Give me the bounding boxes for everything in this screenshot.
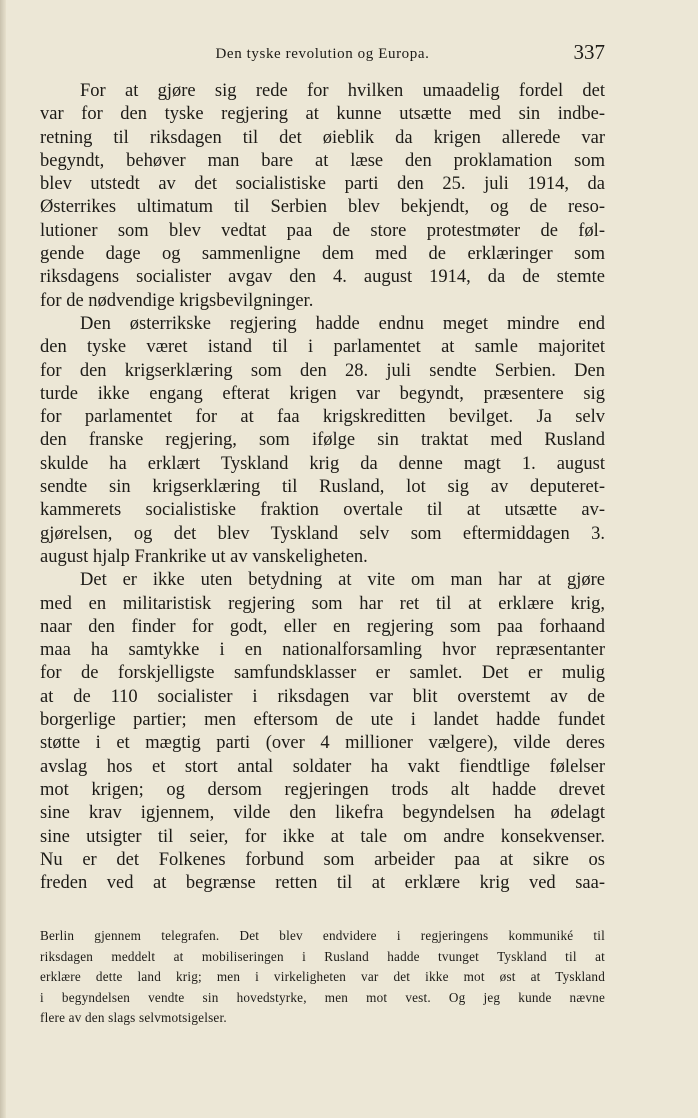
paragraph-line: med en militaristisk regjering som har ret til at erklære krig, <box>40 593 605 614</box>
paragraph-line: lutioner som blev vedtat paa de store protestmøter de føl- <box>40 220 605 241</box>
page-edge <box>0 0 6 1118</box>
paragraph-line: gjørelsen, og det blev Tyskland selv som eftermiddagen 3. <box>40 523 605 544</box>
paragraph-line: for den krigserklæring som den 28. juli sendte Serbien. Den <box>40 360 605 381</box>
paragraph-line: mot krigen; og dersom regjeringen trods alt hadde drevet <box>40 779 605 800</box>
paragraph-line: for de forskjelligste samfundsklasser er samlet. Det er mulig <box>40 663 605 684</box>
paragraph-line: august hjalp Frankrike ut av vanskeligheten. <box>40 546 368 567</box>
footnote-line: riksdagen meddelt at mobiliseringen i Rusland hadde tvunget Tyskland til at <box>40 948 605 964</box>
paragraph-line: skulde ha erklært Tyskland krig da denne magt 1. august <box>40 453 605 474</box>
paragraph-line: For at gjøre sig rede for hvilken umaadelig fordel det <box>80 81 605 101</box>
paragraph-line: Den østerrikske regjering hadde endnu meget mindre end <box>80 313 605 334</box>
paragraph-line: avslag hos et stort antal soldater ha vakt fiendtlige følelser <box>40 756 605 777</box>
paragraph-line: naar den finder for godt, eller en regjering som paa forhaand <box>40 616 605 637</box>
paragraph-line: sendte sin krigserklæring til Rusland, lot sig av deputeret- <box>40 477 605 498</box>
paragraph-line: var for den tyske regjering at kunne utsætte med sin indbe- <box>40 104 605 125</box>
paragraph-line: støtte i et mægtig parti (over 4 millioner vælgere), vilde deres <box>40 733 605 754</box>
footnote <box>40 926 605 1029</box>
paragraph-line: Nu er det Folkenes forbund som arbeider paa at sikre os <box>40 849 605 870</box>
paragraph-line: sine krav igjennem, vilde den likefra begyndelsen ha ødelagt <box>40 803 605 824</box>
paragraph-line: Det er ikke uten betydning at vite om man har at gjøre <box>80 570 605 591</box>
paragraph-line: maa ha samtykke i en nationalforsamling hvor repræsentanter <box>40 640 605 661</box>
running-title: Den tyske revolution og Europa. <box>215 46 430 62</box>
paragraph-line: den franske regjering, som ifølge sin traktat med Rusland <box>40 430 605 451</box>
body-text <box>40 80 605 895</box>
paragraph-line: Østerrikes ultimatum til Serbien blev bekjendt, og de reso- <box>40 197 605 218</box>
paragraph-line: turde ikke engang efterat krigen var begyndt, præsentere sig <box>40 383 605 404</box>
footnote-line: flere av den slags selvmotsigelser. <box>40 1010 227 1026</box>
paragraph-line: sine utsigter til seier, for ikke at tale om andre konsekvenser. <box>40 826 605 847</box>
paragraph-line: gende dage og sammenligne dem med de erklæringer som <box>40 244 605 265</box>
page-number: 337 <box>573 40 605 64</box>
footnote-line: Berlin gjennem telegrafen. Det blev endvidere i regjeringens kommuniké til <box>40 928 605 943</box>
paragraph-line: borgerlige partier; men eftersom de ute i landet hadde fundet <box>40 710 605 731</box>
paragraph-line: riksdagens socialister avgav den 4. august 1914, da de stemte <box>40 267 605 288</box>
paragraph-line: den tyske været istand til i parlamentet at samle majoritet <box>40 337 605 358</box>
footnote-line: erklære dette land krig; men i virkeligheten var det ikke mot øst at Tyskland <box>40 969 605 985</box>
paragraph-line: for de nødvendige krigsbevilgninger. <box>40 290 314 311</box>
paragraph-line: at de 110 socialister i riksdagen var blit overstemt av de <box>40 686 605 707</box>
paragraph-line: kammerets socialistiske fraktion overtale til at utsætte av- <box>40 500 605 521</box>
page-header <box>40 40 605 70</box>
paragraph-line: begyndt, behøver man bare at læse den proklamation som <box>40 150 605 171</box>
paragraph-line: blev utstedt av det socialistiske parti den 25. juli 1914, da <box>40 174 605 195</box>
paragraph-line: for parlamentet for at faa krigskreditten bevilget. Ja selv <box>40 407 605 428</box>
paragraph-line: retning til riksdagen til det øieblik da krigen allerede var <box>40 127 605 148</box>
paragraph-line: freden ved at begrænse retten til at erklære krig ved saa- <box>40 873 605 894</box>
footnote-line: i begyndelsen vendte sin hovedstyrke, men mot vest. Og jeg kunde nævne <box>40 989 605 1005</box>
